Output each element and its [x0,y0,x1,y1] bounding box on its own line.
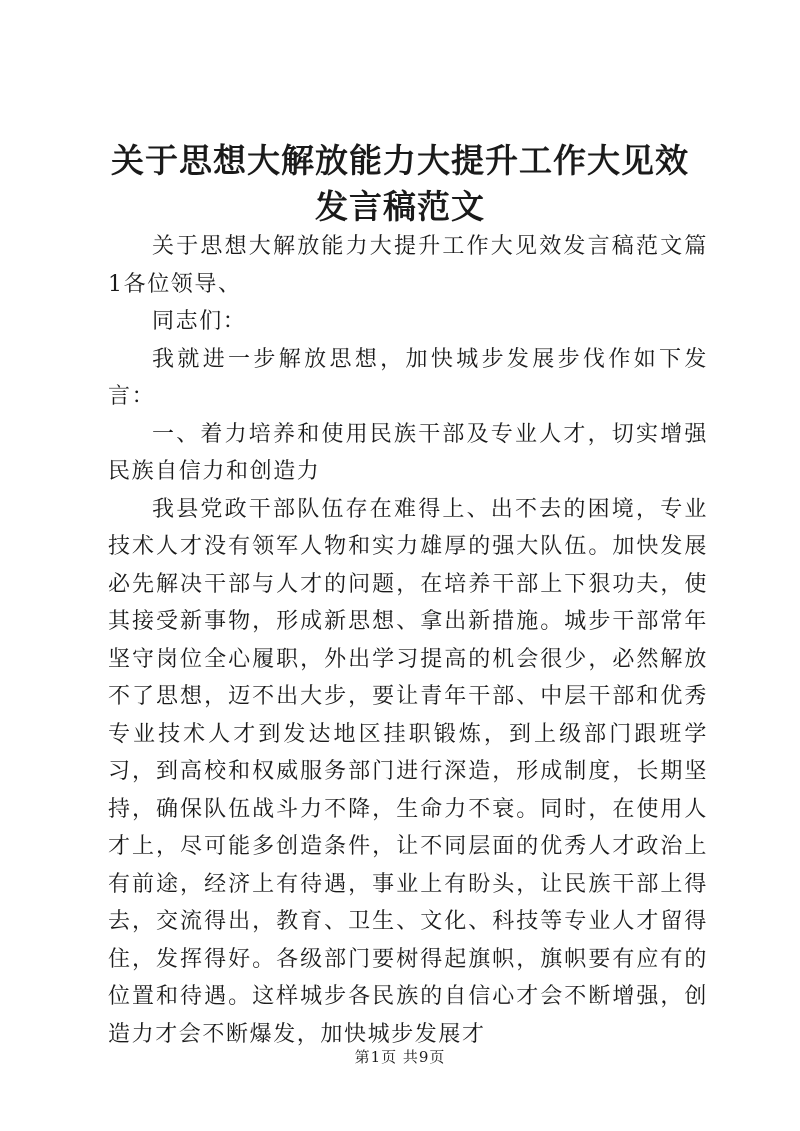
page-footer: 第1页 共9页 [354,1048,446,1066]
paragraph-intro: 我就进一步解放思想，加快城步发展步伐作如下发言： [108,346,708,409]
document-body [108,228,708,1053]
paragraph-opening: 关于思想大解放能力大提升工作大见效发言稿范文篇1各位领导、 [108,234,708,297]
paragraph-salutation: 同志们： [152,309,247,334]
document-title: 关于思想大解放能力大提升工作大见效发言稿范文 [111,141,689,226]
paragraph-body-1: 我县党政干部队伍存在难得上、出不去的困境，专业技术人才没有领军人物和实力雄厚的强大队伍。加快发展必先解决干部与人才的问题，在培养干部上下狠功夫，使其接受新事物，形成新思想、拿出新措施。城步干部常年坚守岗位全心履职，外出学习提高的机会很少，必然解放不了思想，迈不出大步，要让青年干部、中层干部和优秀专业技术人才到发达地区挂职锻炼，到上级部门跟班学习，到高校和权威服务部门进行深造，形成制度，长期坚持，确保队伍战斗力不降，生命力不衰。同时，在使用人才上，尽可能多创造条件，让不同层面的优秀人才政治上有前途，经济上有待遇，事业上有盼头，让民族干部上得去，交流得出，教育、卫生、文化、科技等专业人才留得住，发挥得好。各级部门要树得起旗帜，旗帜要有应有的位置和待遇。这样城步各民族的自信心才会不断增强，创造力才会不断爆发，加快城步发展才 [108,496,708,1047]
section-heading-1: 一、着力培养和使用民族干部及专业人才，切实增强民族自信力和创造力 [108,421,708,484]
